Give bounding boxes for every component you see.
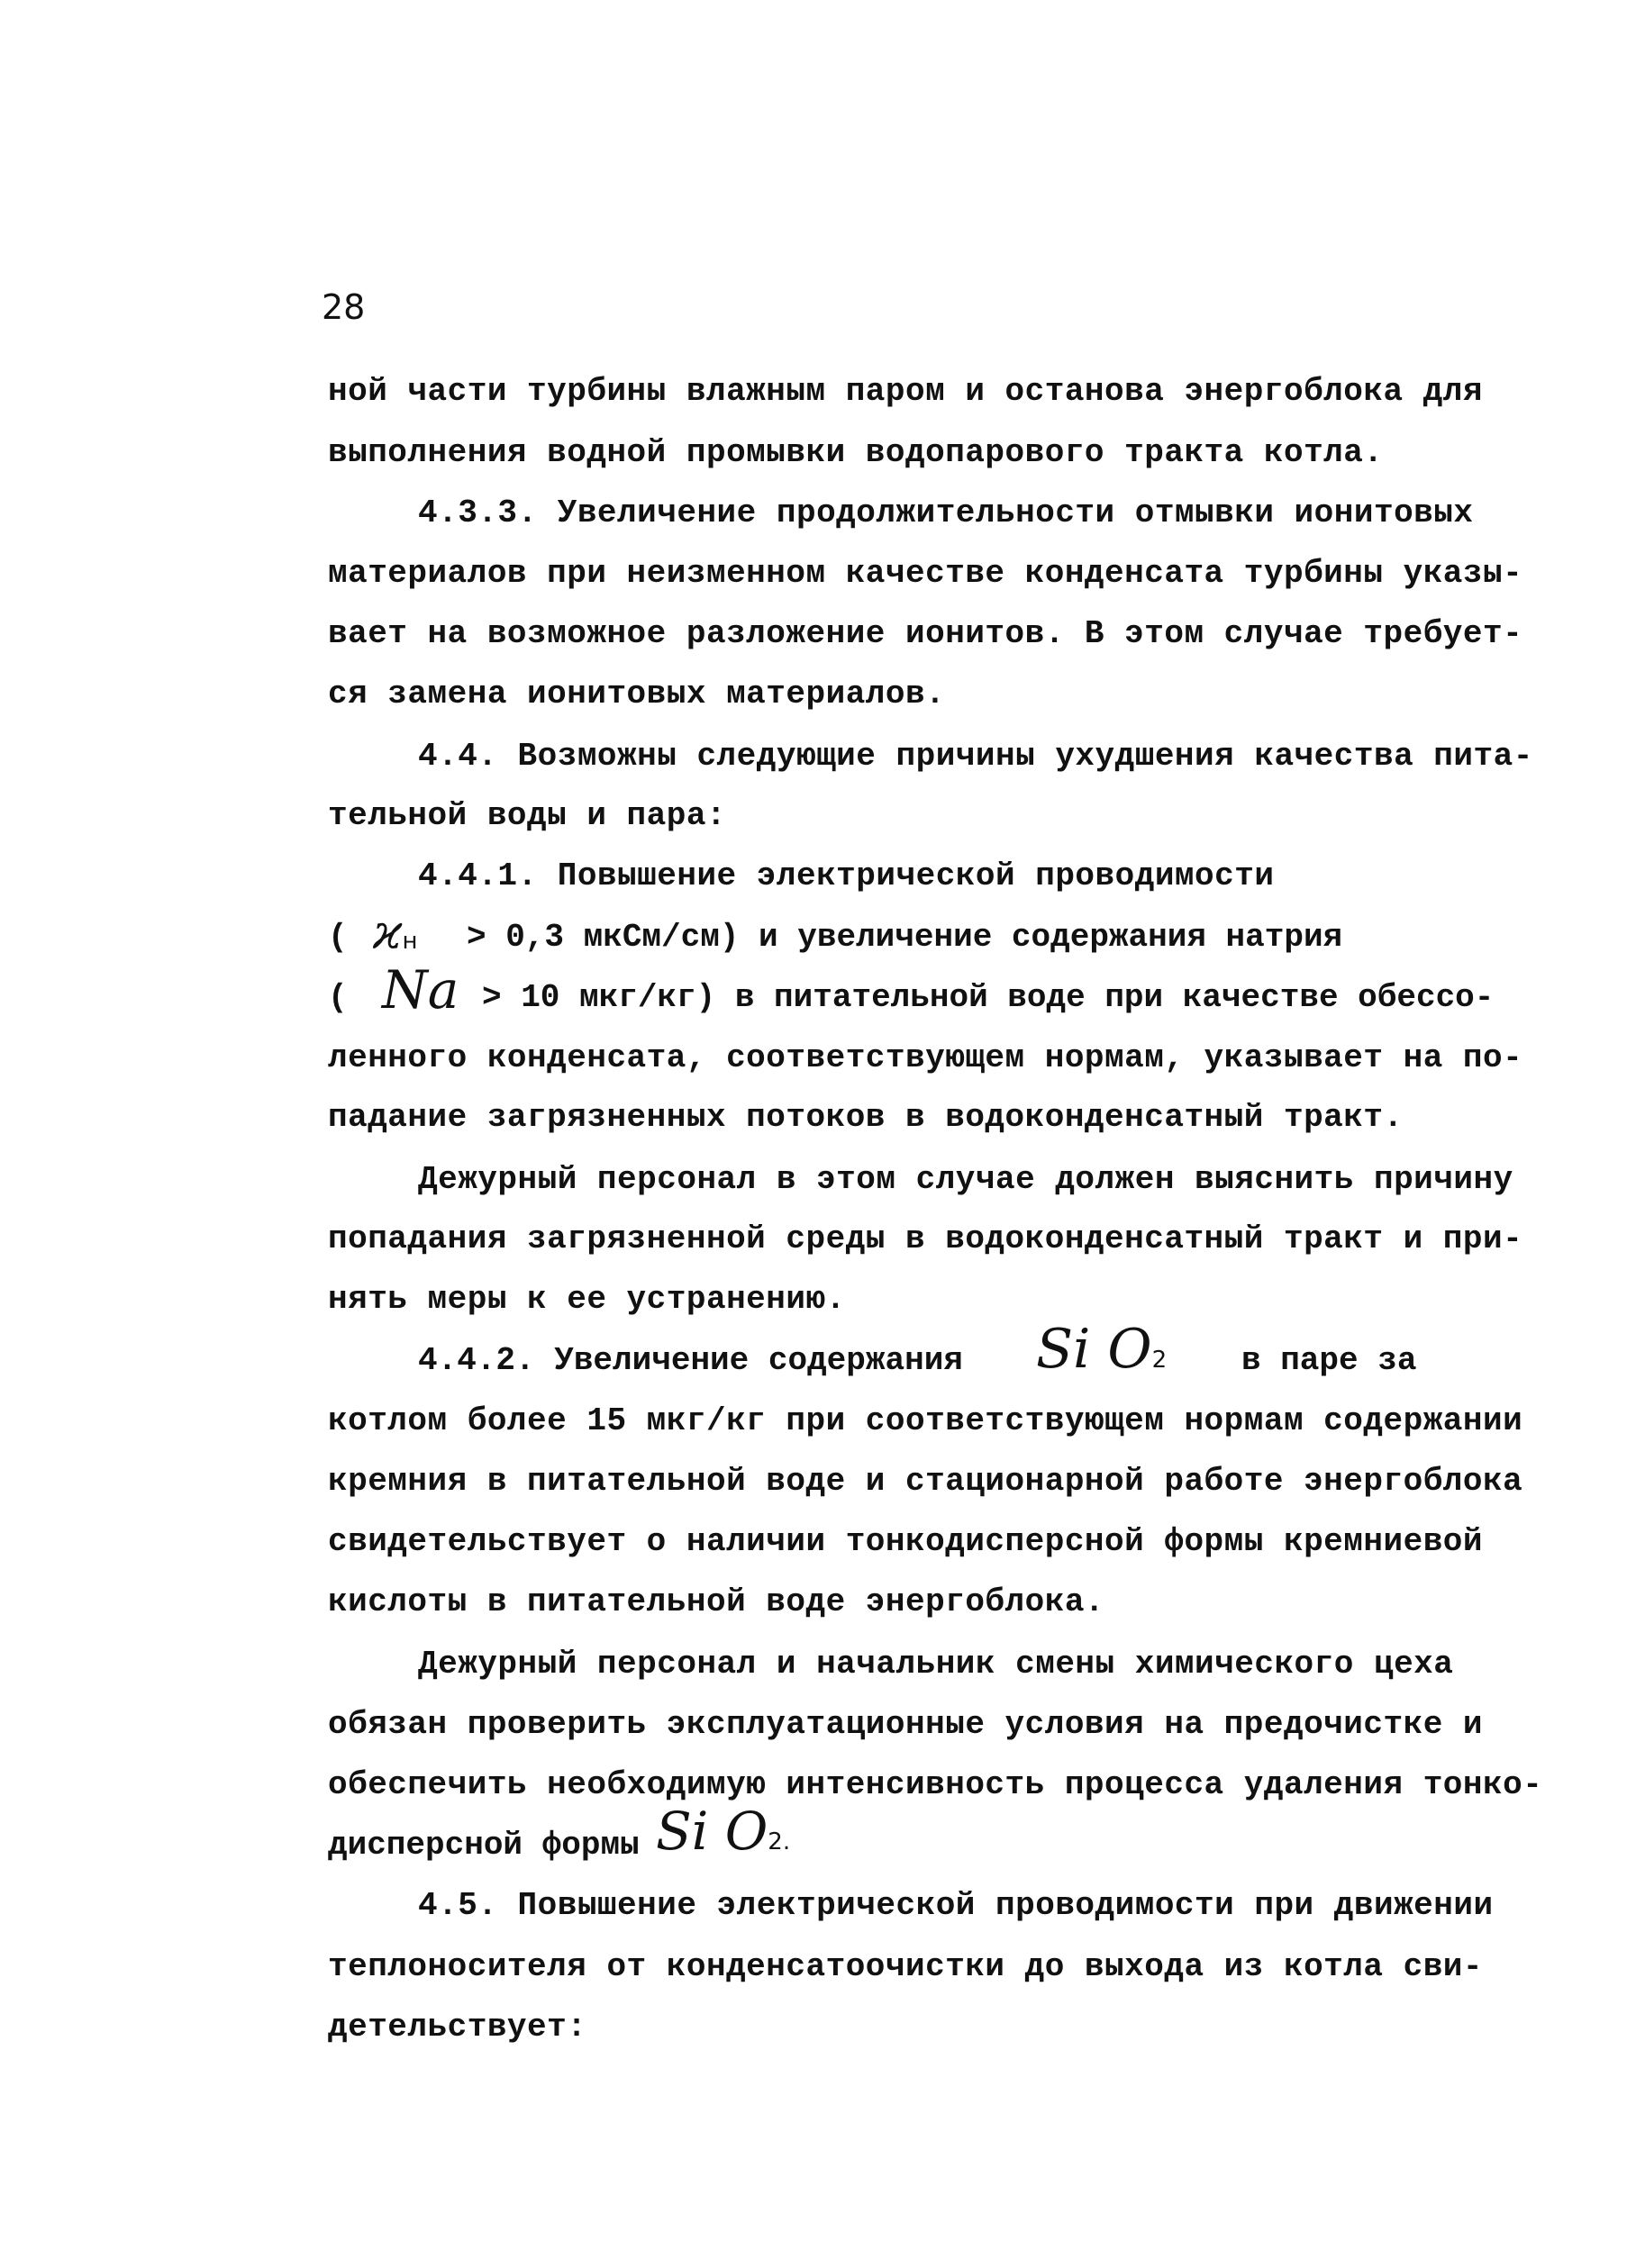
text-line: кислоты в питательной воде энергоблока. [328,1583,1105,1620]
conductivity-symbol [373,906,418,960]
text-line: 4.4. Возможны следующие причины ухудшения качества пита- [418,738,1533,775]
silica-formula: Si O [656,1801,768,1862]
text-line: ся замена ионитовых материалов. [328,676,946,712]
open-paren: ( [328,919,348,956]
text-line: котлом более 15 мкг/кг при соответствующем нормам содержании [328,1402,1523,1439]
silica-formula: Si O [1036,1318,1152,1381]
text-line: выполнения водной промывки водопарового тракта котла. [328,434,1384,471]
text-line: Дежурный персонал и начальник смены химического цеха [418,1646,1454,1683]
silica-period: . [782,1828,791,1855]
page-number: 28 [322,287,366,327]
text-line: теплоносителя от конденсатоочистки до выхода из котла сви- [328,1948,1484,1985]
text-line: тельной воды и пара: [328,797,727,834]
text-line: > 0,3 мкСм/см) и увеличение содержания натрия [467,919,1343,956]
text-line: попадания загрязненной среды в водоконденсатный тракт и при- [328,1220,1523,1257]
open-paren: ( [328,979,348,1016]
silica-symbol [1036,1318,1168,1381]
text-line: обязан проверить эксплуатационные условия на предочистке и [328,1706,1484,1743]
text-line: 4.4.2. Увеличение содержания [418,1342,963,1379]
text-line: кремния в питательной воде и стационарной работе энергоблока [328,1463,1523,1500]
text-line: ленного конденсата, соответствующем нормам, указывает на по- [328,1039,1523,1076]
text-line: 4.3.3. Увеличение продолжительности отмывки ионитовых [418,494,1474,531]
text-line: детельствует: [328,2009,587,2046]
silica-symbol [656,1801,791,1862]
sodium-symbol: Na [382,959,459,1021]
text-line: 4.5. Повышение электрической проводимости при движении [418,1887,1494,1924]
silica-subscript: 2 [768,1828,783,1855]
text-line: > 10 мкг/кг) в питательной воде при качестве обессо- [482,979,1495,1016]
text-line: дисперсной формы [328,1827,640,1864]
text-line: нять меры к ее устранению. [328,1281,846,1318]
text-line: обеспечить необходимую интенсивность процесса удаления тонко- [328,1766,1543,1803]
text-line: падание загрязненных потоков в водоконденсатный тракт. [328,1099,1404,1136]
text-line: вает на возможное разложение ионитов. В этом случае требует- [328,615,1523,652]
kappa-symbol: ϰ [373,906,403,960]
text-line: 4.4.1. Повышение электрической проводимости [418,857,1275,894]
text-line: материалов при неизменном качестве конденсата турбины указы- [328,555,1523,592]
silica-subscript: 2 [1151,1347,1168,1374]
text-line: в паре за [1241,1342,1417,1379]
kappa-subscript: н [402,928,418,955]
text-line: свидетельствует о наличии тонкодисперсной формы кремниевой [328,1523,1484,1560]
text-line: Дежурный персонал в этом случае должен выяснить причину [418,1161,1513,1198]
text-line: ной части турбины влажным паром и останова энергоблока для [328,373,1484,410]
